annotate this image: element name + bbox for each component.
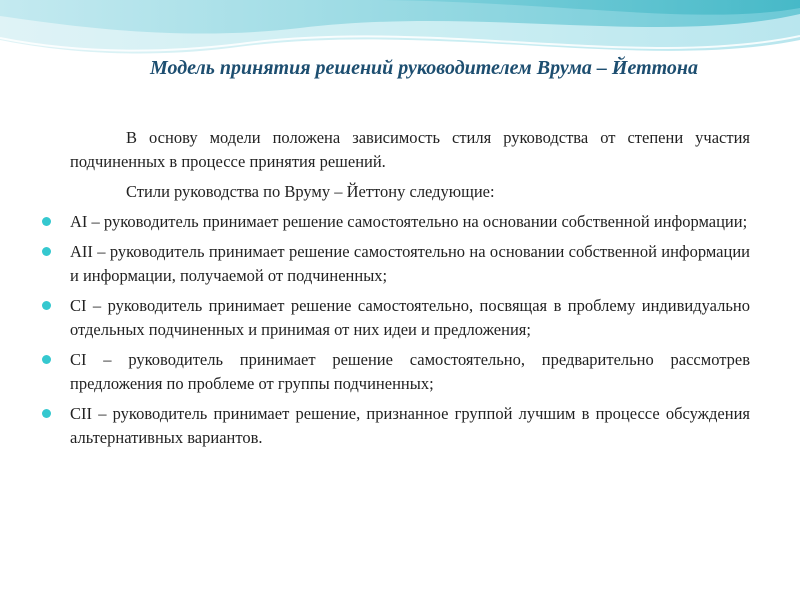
styles-heading: Стили руководства по Вруму – Йеттону следующие:	[126, 182, 495, 201]
slide-title: Модель принятия решений руководителем Врума – Йеттона	[149, 57, 699, 79]
circle-bullet-icon	[42, 217, 51, 226]
circle-bullet-icon	[42, 301, 51, 310]
list-item-text: CI – руководитель принимает решение самостоятельно, предварительно рассмотрев предложения по проблеме от группы подчиненных;	[70, 350, 750, 393]
circle-bullet-icon	[42, 409, 51, 418]
list-item-text: CII – руководитель принимает решение, признанное группой лучшим в процессе обсуждения альтернативных вариантов.	[70, 404, 750, 447]
circle-bullet-icon	[42, 247, 51, 256]
list-item-text: CI – руководитель принимает решение самостоятельно, посвящая в проблему индивидуально отдельных подчиненных и принимая от них идеи и предложения;	[70, 296, 750, 339]
list-item	[70, 240, 750, 288]
circle-bullet-icon	[42, 355, 51, 364]
list-item	[70, 402, 750, 450]
list-item	[70, 348, 750, 396]
leadership-styles-list	[70, 210, 750, 450]
list-item	[70, 294, 750, 342]
decorative-wave-header	[0, 0, 800, 110]
list-item	[70, 210, 750, 234]
slide-content	[70, 126, 750, 456]
list-item-text: AII – руководитель принимает решение самостоятельно на основании собственной информации и информации, получаемой от подчиненных;	[70, 242, 750, 285]
list-item-text: AI – руководитель принимает решение самостоятельно на основании собственной информации;	[70, 212, 748, 231]
intro-paragraph: В основу модели положена зависимость стиля руководства от степени участия подчиненных в процессе принятия решений.	[70, 128, 750, 171]
